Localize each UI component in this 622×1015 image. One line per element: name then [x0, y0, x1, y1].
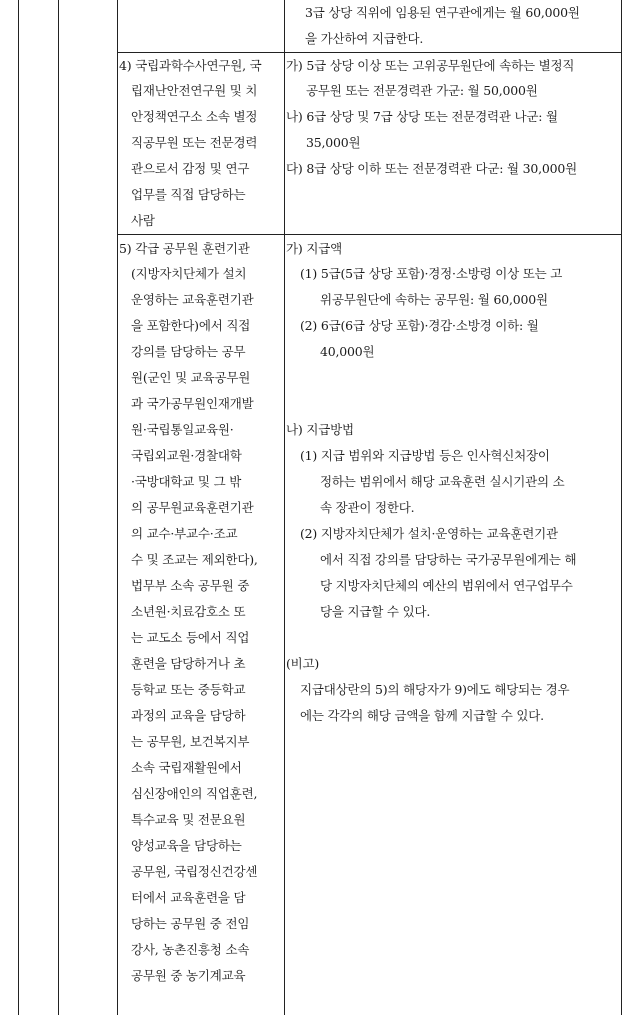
row5-target-line: (지방자치단체가 설치: [131, 266, 247, 281]
method-item-1-cont: 속 장관이 정한다.: [320, 500, 415, 515]
row5-target-line: 터에서 교육훈련을 담: [131, 890, 246, 905]
row5-target-line: 의 공무원교육훈련기관: [131, 500, 254, 515]
amount-item-2: (2) 6급(6급 상당 포함)·경감·소방경 이하: 월: [300, 318, 539, 333]
method-item-2-cont: 당을 지급할 수 있다.: [320, 604, 431, 619]
row4-payment-line: 다) 8급 상당 이하 또는 전문경력관 다군: 월 30,000원: [286, 161, 578, 176]
row5-target-line: 5) 각급 공무원 훈련기관: [119, 241, 250, 256]
row4-target-line: 안정책연구소 소속 별정: [131, 109, 258, 124]
row4-target-line: 관으로서 감정 및 연구: [131, 161, 250, 176]
row4-target-line: 립재난안전연구원 및 치: [131, 83, 258, 98]
row-top-line-2: 을 가산하여 지급한다.: [305, 31, 424, 46]
method-item-1: (1) 지급 범위와 지급방법 등은 인사혁신처장이: [300, 448, 550, 463]
note-line: 지급대상란의 5)의 해당자가 9)에도 해당되는 경우: [300, 682, 570, 697]
method-item-2-cont: 당 지방자치단체의 예산의 범위에서 연구업무수: [320, 578, 573, 593]
row5-target-line: 강사, 농촌진흥청 소속: [131, 942, 250, 957]
row5-target-line: 당하는 공무원 중 전임: [131, 916, 250, 931]
row5-target-line: 는 교도소 등에서 직업: [131, 630, 250, 645]
row4-payment-line: 나) 6급 상당 및 7급 상당 또는 전문경력관 나군: 월: [286, 109, 558, 124]
amount-item-1-cont: 위공무원단에 속하는 공무원: 월 60,000원: [320, 292, 548, 307]
row5-target-line: 공무원 중 농기계교육: [131, 968, 246, 983]
row5-target-line: 의 교수·부교수·조교: [131, 526, 238, 541]
table-border-col2: [117, 0, 118, 1015]
amount-item-2-cont: 40,000원: [320, 344, 375, 359]
row5-target-line: 수 및 조교는 제외한다),: [131, 552, 258, 567]
row-top-line-1: 3급 상당 직위에 임용된 연구관에게는 월 60,000원: [305, 5, 580, 20]
row5-target-line: 소속 국립재활원에서: [131, 760, 242, 775]
table-border-left: [18, 0, 19, 1015]
note-line: 에는 각각의 해당 금액을 함께 지급할 수 있다.: [300, 708, 544, 723]
method-item-2: (2) 지방자치단체가 설치·운영하는 교육훈련기관: [300, 526, 558, 541]
note-heading: (비고): [286, 656, 320, 671]
row4-target-line: 업무를 직접 담당하는: [131, 187, 246, 202]
row5-target-line: 운영하는 교육훈련기관: [131, 292, 254, 307]
row5-target-line: 공무원, 국립정신건강센: [131, 864, 258, 879]
row5-target-line: 법무부 소속 공무원 중: [131, 578, 250, 593]
row5-target-line: 원·국립통일교육원·: [131, 422, 234, 437]
row4-payment-line: 35,000원: [306, 135, 361, 150]
method-heading: 나) 지급방법: [286, 422, 354, 437]
row5-target-line: ·국방대학교 및 그 밖: [131, 474, 242, 489]
row5-target-line: 과정의 교육을 담당하: [131, 708, 246, 723]
row4-target-line: 4) 국립과학수사연구원, 국: [119, 58, 262, 73]
table-border-col3: [284, 0, 285, 1015]
method-item-2-cont: 에서 직접 강의를 담당하는 국가공무원에게는 해: [320, 552, 577, 567]
row4-payment-line: 가) 5급 상당 이상 또는 고위공무원단에 속하는 별정직: [286, 58, 575, 73]
row5-target-line: 등학교 또는 중등학교: [131, 682, 246, 697]
row-divider-5: [117, 234, 621, 235]
row5-target-line: 특수교육 및 전문요원: [131, 812, 246, 827]
row5-target-line: 원(군인 및 교육공무원: [131, 370, 251, 385]
row4-target-line: 사람: [131, 213, 155, 228]
row5-target-line: 국립외교원·경찰대학: [131, 448, 242, 463]
table-border-col1: [58, 0, 59, 1015]
row5-target-line: 훈련을 담당하거나 초: [131, 656, 246, 671]
row4-payment-line: 공무원 또는 전문경력관 가군: 월 50,000원: [306, 83, 538, 98]
method-item-1-cont: 정하는 범위에서 해당 교육훈련 실시기관의 소: [320, 474, 565, 489]
amount-item-1: (1) 5급(5급 상당 포함)·경정·소방령 이상 또는 고: [300, 266, 563, 281]
row4-target-line: 직공무원 또는 전문경력: [131, 135, 258, 150]
row5-target-line: 을 포함한다)에서 직접: [131, 318, 251, 333]
amount-heading: 가) 지급액: [286, 241, 342, 256]
row5-target-line: 양성교육을 담당하는: [131, 838, 242, 853]
row5-target-line: 소년원·치료감호소 또: [131, 604, 246, 619]
row5-target-line: 심신장애인의 직업훈련,: [131, 786, 258, 801]
row5-target-line: 강의를 담당하는 공무: [131, 344, 246, 359]
row5-target-line: 는 공무원, 보건복지부: [131, 734, 250, 749]
row5-target-line: 과 국가공무원인재개발: [131, 396, 254, 411]
